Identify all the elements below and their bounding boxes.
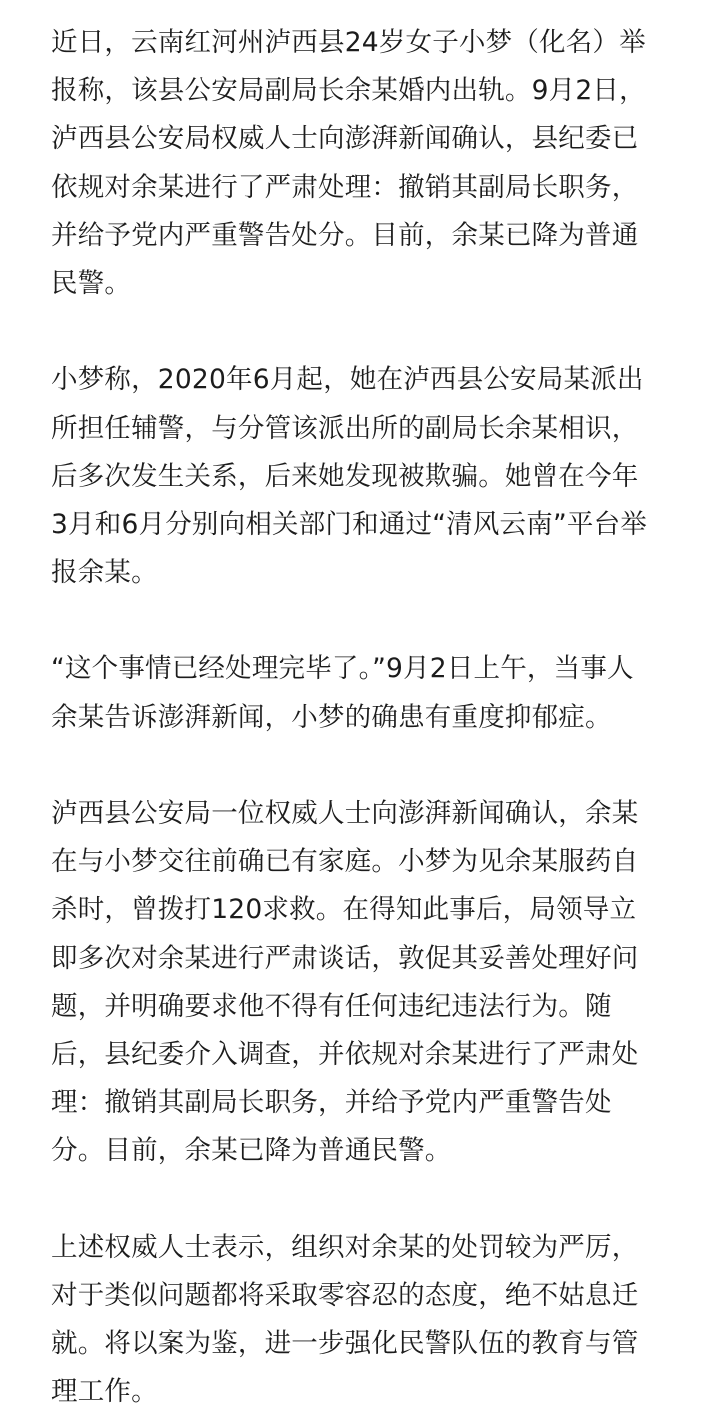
text-line: 后，县纪委介入调查，并依规对余某进行了严肃处 — [51, 1038, 639, 1070]
text-line: 民警。 — [51, 267, 132, 299]
text-line: 近日，云南红河州泸西县24岁女子小梦（化名）举 — [51, 27, 646, 58]
paragraph-3 — [51, 645, 674, 741]
paragraph-4 — [51, 790, 674, 1176]
text-line: 依规对余某进行了严肃处理：撤销其副局长职务， — [51, 171, 639, 203]
text-line: 对于类似问题都将采取零容忍的态度，绝不姑息迁 — [51, 1279, 639, 1311]
text-line: 泸西县公安局一位权威人士向澎湃新闻确认，余某 — [51, 798, 639, 829]
text-line: 所担任辅警，与分管该派出所的副局长余某相识， — [51, 412, 639, 444]
text-line: “这个事情已经处理完毕了。”9月2日上午，当事人 — [51, 653, 634, 685]
text-line: 余某告诉澎湃新闻，小梦的确患有重度抑郁症。 — [51, 701, 612, 733]
text-line: 报称，该县公安局副局长余某婚内出轨。9月2日， — [51, 75, 646, 107]
text-line: 后多次发生关系，后来她发现被欺骗。她曾在今年 — [51, 460, 639, 492]
text-line: 并给予党内严重警告处分。目前，余某已降为普通 — [51, 219, 639, 251]
text-line: 即多次对余某进行严肃谈话，敦促其妥善处理好问 — [51, 942, 639, 974]
paragraph-5 — [51, 1224, 674, 1416]
text-line: 小梦称，2020年6月起，她在泸西县公安局某派出 — [51, 364, 644, 396]
text-line: 分。目前，余某已降为普通民警。 — [51, 1135, 452, 1167]
text-line: 就。将以案为鉴，进一步强化民警队伍的教育与管 — [51, 1328, 639, 1360]
text-line: 理：撤销其副局长职务，并给予党内严重警告处 — [51, 1087, 612, 1119]
paragraph-2 — [51, 356, 674, 597]
text-line: 在与小梦交往前确已有家庭。小梦为见余某服药自 — [51, 846, 639, 878]
paragraph-1 — [51, 19, 674, 308]
text-line: 上述权威人士表示，组织对余某的处罚较为严厉， — [51, 1231, 639, 1263]
text-line: 3月和6月分别向相关部门和通过“清风云南”平台举 — [51, 508, 647, 540]
text-line: 泸西县公安局权威人士向澎湃新闻确认，县纪委已 — [51, 123, 639, 155]
text-line: 理工作。 — [51, 1376, 158, 1408]
text-line: 杀时，曾拨打120求救。在得知此事后，局领导立 — [51, 894, 637, 926]
text-line: 报余某。 — [51, 557, 158, 589]
text-line: 题，并明确要求他不得有任何违纪违法行为。随 — [51, 990, 612, 1022]
